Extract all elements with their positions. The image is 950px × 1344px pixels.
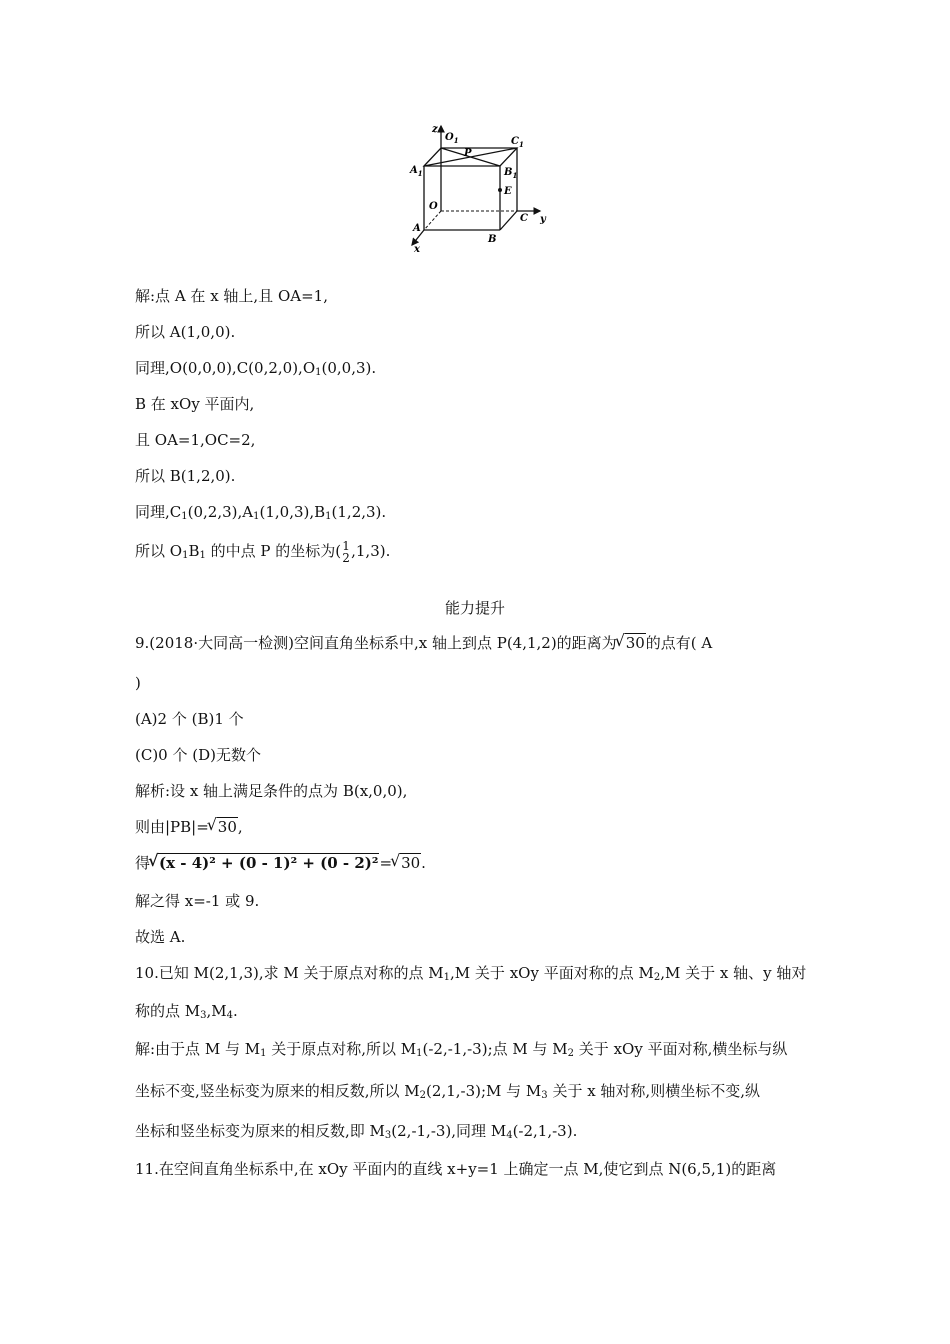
q9-options-ab: (A)2 个 (B)1 个 — [135, 710, 244, 728]
q9-sol-line5: 故选 A. — [135, 928, 186, 946]
q10-sol-line2: 坐标不变,竖坐标变为原来的相反数,所以 $M_2(2,1,-3);M$ 与 $M_3$ 关于 x 轴对称,则横坐标不变,纵 — [135, 1082, 760, 1101]
q9-options-cd: (C)0 个 (D)无数个 — [135, 746, 261, 764]
q9-line1: 9.(2018·大同高一检测)空间直角坐标系中,x 轴上到点 P(4,1,2)的距离为√ 30的点有( A — [135, 633, 712, 653]
q9-sol-line2: 则由|PB|=√ 30, — [135, 817, 243, 837]
q9-line2: ) — [135, 674, 141, 692]
q9-sol-line1: 解析:设 x 轴上满足条件的点为 B(x,0,0), — [135, 782, 408, 800]
q10-line2: 称的点 $M_3,M_4$. — [135, 1002, 238, 1021]
label-c: C — [520, 213, 528, 224]
q9-sol-line4: 解之得 x=-1 或 9. — [135, 892, 260, 910]
section-title: 能力提升 — [444, 599, 505, 617]
sqrt-30: √ 30 — [625, 633, 646, 652]
sol1-line7: 同理$,C_1(0,2,3),A_1(1,0,3),B_1(1,2,3)$. — [135, 503, 387, 522]
label-a: A — [413, 223, 421, 234]
label-y: y — [540, 214, 546, 225]
sol1-line8: 所以 $O_1B_1$ 的中点 P 的坐标为( 1 2 ,1,3). — [135, 539, 391, 565]
sol1-line1: 解:点 A 在 x 轴上,且 OA=1, — [135, 287, 328, 305]
label-e: E — [504, 186, 512, 197]
label-b: B — [488, 234, 497, 245]
label-b1: $B_1$ — [504, 167, 518, 180]
q10-line1: 10.已知 M(2,1,3),求 M 关于原点对称的点 $M_1,M$ 关于 xOy 平面对称的点 $M_2,M$ 关于 x 轴、y 轴对 — [135, 964, 807, 983]
sol1-line6: 所以 B(1,2,0). — [135, 467, 236, 485]
edge-BC — [500, 211, 517, 230]
label-x: x — [414, 244, 420, 255]
q10-sol-line3: 坐标和竖坐标变为原来的相反数,即 $M_3(2,-1,-3)$,同理 $M_4(-2,1,-3)$. — [135, 1122, 578, 1141]
cuboid-figure — [400, 118, 560, 258]
label-a1: $A_1$ — [410, 165, 423, 178]
q9-sol-line3: 得√ (x - 4)² + (0 - 1)² + (0 - 2)²=√ 30. — [135, 853, 426, 873]
point-e — [498, 188, 502, 192]
label-o: O — [429, 201, 438, 212]
sol1-line3: 同理$,O(0,0,0),C(0,2,0),O_1(0,0,3)$. — [135, 359, 377, 378]
label-c1: $C_1$ — [511, 136, 524, 149]
label-o1: $O_1$ — [445, 132, 459, 145]
label-p: P — [464, 148, 472, 159]
x-axis-hidden — [424, 211, 441, 230]
q10-sol-line1: 解:由于点 M 与 $M_1$ 关于原点对称,所以 $M_1(-2,-1,-3)$;点 M 与 $M_2$ 关于 xOy 平面对称,横坐标与纵 — [135, 1040, 788, 1059]
sol1-line2: 所以 A(1,0,0). — [135, 323, 236, 341]
q11-line1: 11.在空间直角坐标系中,在 xOy 平面内的直线 x+y=1 上确定一点 M,使它到点 N(6,5,1)的距离 — [135, 1160, 777, 1178]
fraction-one-half: 1 2 — [342, 539, 350, 565]
sol1-line4: B 在 xOy 平面内, — [135, 395, 255, 413]
sol1-line5: 且 OA=1,OC=2, — [135, 431, 256, 449]
label-z: z — [432, 124, 438, 135]
